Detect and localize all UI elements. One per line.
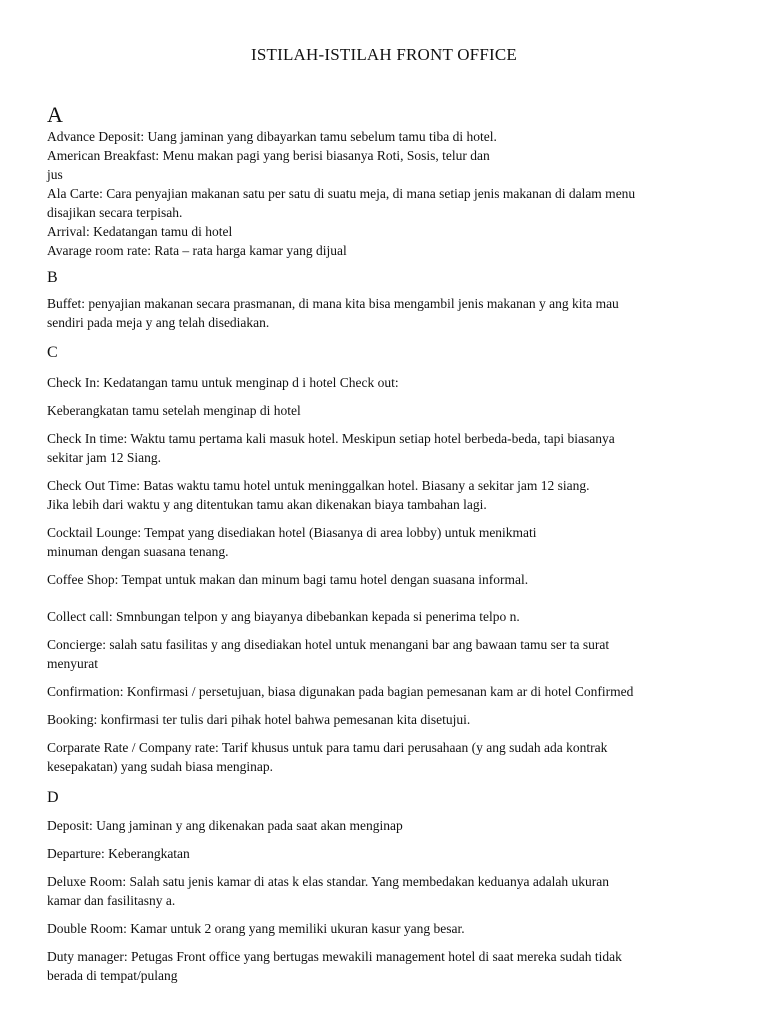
section-letter: D: [47, 789, 59, 806]
term-list: [47, 127, 727, 260]
term-entry: Ala Carte: Cara penyajian makanan satu per satu di suatu meja, di mana setiap jenis makanan di dalam menu disajikan secara terpisah.: [47, 186, 636, 220]
term-entry: Check Out Time: Batas waktu tamu hotel untuk meninggalkan hotel. Biasany a sekitar jam 12 siang. Jika lebih dari waktu y ang ditentukan tamu akan dikenakan biaya tambahan lagi.: [47, 478, 590, 512]
term-entry: Cocktail Lounge: Tempat yang disediakan hotel (Biasanya di area lobby) untuk menikmati minuman dengan suasana tenang.: [47, 525, 537, 559]
term-entry: Buffet: penyajian makanan secara prasmanan, di mana kita bisa mengambil jenis makanan y ang kita mau sendiri pada meja y ang telah disediakan.: [47, 296, 619, 330]
section-letter: A: [47, 102, 63, 127]
section-letter: C: [47, 344, 58, 361]
term-entry: Concierge: salah satu fasilitas y ang disediakan hotel untuk menangani bar ang bawaan tamu ser ta surat menyurat: [47, 637, 610, 671]
section-b: [47, 268, 727, 332]
term-entry: Double Room: Kamar untuk 2 orang yang memiliki ukuran kasur yang besar.: [47, 921, 465, 936]
section-letter: B: [47, 269, 58, 286]
term-entry: Corparate Rate / Company rate: Tarif khusus untuk para tamu dari perusahaan (y ang sudah ada kontrak kesepakatan) yang sudah biasa menginap.: [47, 740, 608, 774]
term-entry: Arrival: Kedatangan tamu di hotel: [47, 224, 233, 239]
page-title: ISTILAH-ISTILAH FRONT OFFICE: [251, 45, 517, 64]
term-list: [47, 373, 727, 776]
term-entry: Departure: Keberangkatan: [47, 846, 190, 861]
term-entry: Confirmation: Konfirmasi / persetujuan, biasa digunakan pada bagian pemesanan kam ar di hotel Confirmed: [47, 684, 634, 699]
term-list: [47, 294, 727, 332]
term-list: [47, 816, 727, 985]
term-entry: Collect call: Smnbungan telpon y ang biayanya dibebankan kepada si penerima telpo n.: [47, 609, 520, 624]
section-c: [47, 343, 727, 785]
term-entry: Deposit: Uang jaminan y ang dikenakan pada saat akan menginap: [47, 818, 403, 833]
term-entry: Duty manager: Petugas Front office yang bertugas mewakili management hotel di saat mereka sudah tidak berada di tempat/pulang: [47, 949, 622, 983]
term-entry: Coffee Shop: Tempat untuk makan dan minum bagi tamu hotel dengan suasana informal.: [47, 572, 529, 587]
section-a: [47, 103, 727, 260]
term-entry: Check In time: Waktu tamu pertama kali masuk hotel. Meskipun setiap hotel berbeda-beda, tapi biasanya sekitar jam 12 Siang.: [47, 431, 615, 465]
term-entry: Advance Deposit: Uang jaminan yang dibayarkan tamu sebelum tamu tiba di hotel.: [47, 129, 497, 144]
term-entry: Deluxe Room: Salah satu jenis kamar di atas k elas standar. Yang membedakan keduanya adalah ukuran kamar dan fasilitasny a.: [47, 874, 609, 908]
term-entry: Avarage room rate: Rata – rata harga kamar yang dijual: [47, 243, 347, 258]
term-entry: American Breakfast: Menu makan pagi yang berisi biasanya Roti, Sosis, telur dan jus: [47, 148, 490, 182]
term-entry: Keberangkatan tamu setelah menginap di hotel: [47, 403, 301, 418]
term-entry: Check In: Kedatangan tamu untuk menginap d i hotel Check out:: [47, 375, 399, 390]
term-entry: Booking: konfirmasi ter tulis dari pihak hotel bahwa pemesanan kita disetujui.: [47, 712, 471, 727]
section-d: [47, 788, 727, 994]
